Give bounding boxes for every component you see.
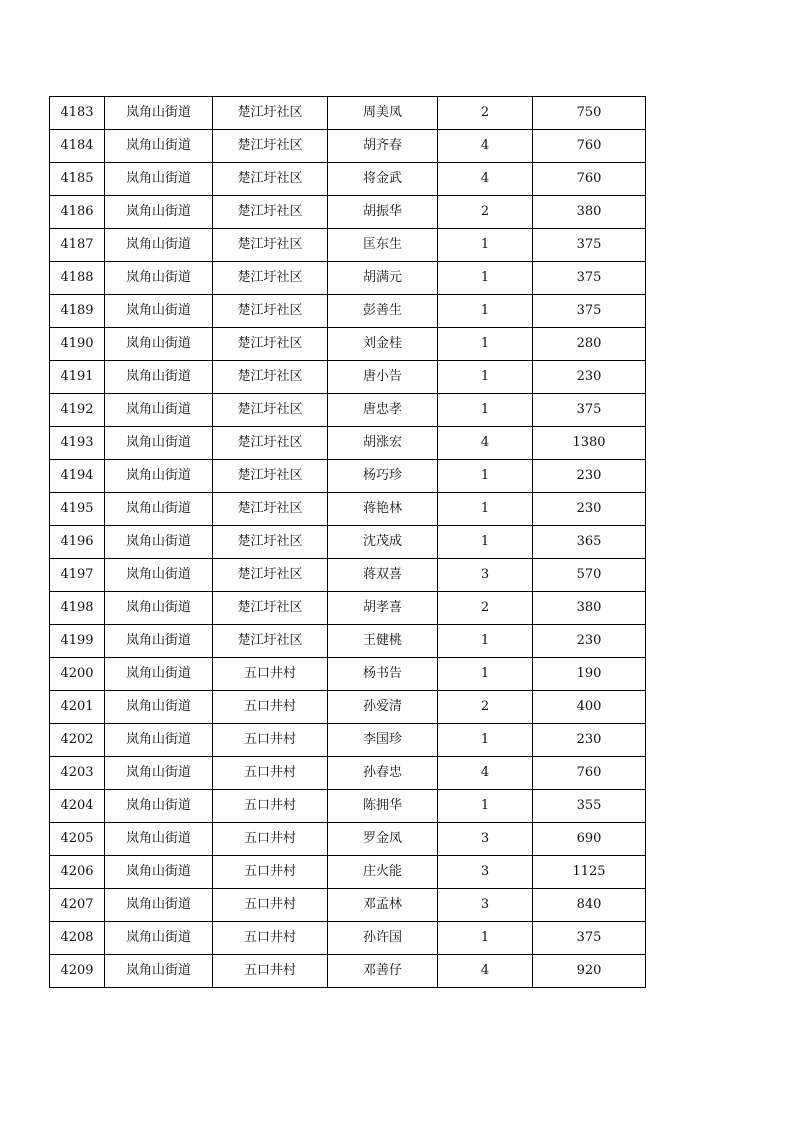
row-number-cell: 4184: [50, 130, 105, 163]
table-row: [50, 823, 646, 856]
amount-cell: 690: [533, 823, 646, 856]
household-size-cell: 1: [438, 328, 533, 361]
table-row: [50, 658, 646, 691]
row-number-cell: 4204: [50, 790, 105, 823]
name-cell: 庄火能: [328, 856, 438, 889]
row-number-cell: 4187: [50, 229, 105, 262]
community-cell: 五口井村: [213, 757, 328, 790]
amount-cell: 750: [533, 97, 646, 130]
row-number-cell: 4190: [50, 328, 105, 361]
name-cell: 孙爱清: [328, 691, 438, 724]
table-row: [50, 526, 646, 559]
row-number-cell: 4196: [50, 526, 105, 559]
name-cell: 王健桃: [328, 625, 438, 658]
subdistrict-cell: 岚角山街道: [105, 691, 213, 724]
subdistrict-cell: 岚角山街道: [105, 823, 213, 856]
community-cell: 五口井村: [213, 922, 328, 955]
subdistrict-cell: 岚角山街道: [105, 460, 213, 493]
row-number-cell: 4205: [50, 823, 105, 856]
table-row: [50, 394, 646, 427]
community-cell: 楚江圩社区: [213, 295, 328, 328]
community-cell: 楚江圩社区: [213, 559, 328, 592]
table-row: [50, 97, 646, 130]
community-cell: 五口井村: [213, 691, 328, 724]
community-cell: 楚江圩社区: [213, 328, 328, 361]
community-cell: 楚江圩社区: [213, 394, 328, 427]
name-cell: 邓孟林: [328, 889, 438, 922]
amount-cell: 400: [533, 691, 646, 724]
community-cell: 五口井村: [213, 955, 328, 988]
community-cell: 楚江圩社区: [213, 196, 328, 229]
name-cell: 沈茂成: [328, 526, 438, 559]
subdistrict-cell: 岚角山街道: [105, 328, 213, 361]
row-number-cell: 4200: [50, 658, 105, 691]
row-number-cell: 4206: [50, 856, 105, 889]
subdistrict-cell: 岚角山街道: [105, 130, 213, 163]
amount-cell: 1380: [533, 427, 646, 460]
name-cell: 胡齐春: [328, 130, 438, 163]
subdistrict-cell: 岚角山街道: [105, 559, 213, 592]
table-row: [50, 592, 646, 625]
amount-cell: 840: [533, 889, 646, 922]
household-size-cell: 1: [438, 262, 533, 295]
row-number-cell: 4201: [50, 691, 105, 724]
amount-cell: 920: [533, 955, 646, 988]
household-size-cell: 1: [438, 460, 533, 493]
name-cell: 罗金凤: [328, 823, 438, 856]
subdistrict-cell: 岚角山街道: [105, 955, 213, 988]
row-number-cell: 4191: [50, 361, 105, 394]
amount-cell: 375: [533, 394, 646, 427]
subdistrict-cell: 岚角山街道: [105, 97, 213, 130]
community-cell: 五口井村: [213, 856, 328, 889]
community-cell: 楚江圩社区: [213, 163, 328, 196]
amount-cell: 375: [533, 922, 646, 955]
community-cell: 五口井村: [213, 724, 328, 757]
amount-cell: 280: [533, 328, 646, 361]
amount-cell: 375: [533, 229, 646, 262]
community-cell: 楚江圩社区: [213, 526, 328, 559]
subdistrict-cell: 岚角山街道: [105, 724, 213, 757]
table-row: [50, 328, 646, 361]
name-cell: 唐忠孝: [328, 394, 438, 427]
community-cell: 五口井村: [213, 823, 328, 856]
household-size-cell: 2: [438, 691, 533, 724]
table-row: [50, 361, 646, 394]
subdistrict-cell: 岚角山街道: [105, 526, 213, 559]
household-size-cell: 4: [438, 130, 533, 163]
amount-cell: 760: [533, 163, 646, 196]
household-size-cell: 1: [438, 625, 533, 658]
amount-cell: 760: [533, 757, 646, 790]
subdistrict-cell: 岚角山街道: [105, 163, 213, 196]
subdistrict-cell: 岚角山街道: [105, 427, 213, 460]
household-size-cell: 4: [438, 163, 533, 196]
subdistrict-cell: 岚角山街道: [105, 592, 213, 625]
community-cell: 五口井村: [213, 658, 328, 691]
subdistrict-cell: 岚角山街道: [105, 262, 213, 295]
row-number-cell: 4203: [50, 757, 105, 790]
household-size-cell: 1: [438, 526, 533, 559]
table-row: [50, 790, 646, 823]
row-number-cell: 4188: [50, 262, 105, 295]
household-size-cell: 1: [438, 922, 533, 955]
amount-cell: 375: [533, 295, 646, 328]
table-row: [50, 955, 646, 988]
amount-cell: 230: [533, 625, 646, 658]
subdistrict-cell: 岚角山街道: [105, 658, 213, 691]
row-number-cell: 4198: [50, 592, 105, 625]
name-cell: 李国珍: [328, 724, 438, 757]
row-number-cell: 4199: [50, 625, 105, 658]
community-cell: 楚江圩社区: [213, 427, 328, 460]
table-row: [50, 130, 646, 163]
row-number-cell: 4208: [50, 922, 105, 955]
amount-cell: 375: [533, 262, 646, 295]
table-row: [50, 229, 646, 262]
table-row: [50, 922, 646, 955]
subdistrict-cell: 岚角山街道: [105, 394, 213, 427]
amount-cell: 230: [533, 361, 646, 394]
name-cell: 陈拥华: [328, 790, 438, 823]
community-cell: 楚江圩社区: [213, 493, 328, 526]
table-row: [50, 724, 646, 757]
amount-cell: 570: [533, 559, 646, 592]
name-cell: 杨书告: [328, 658, 438, 691]
subdistrict-cell: 岚角山街道: [105, 790, 213, 823]
subdistrict-cell: 岚角山街道: [105, 757, 213, 790]
household-size-cell: 3: [438, 889, 533, 922]
household-size-cell: 2: [438, 592, 533, 625]
row-number-cell: 4194: [50, 460, 105, 493]
household-size-cell: 1: [438, 493, 533, 526]
community-cell: 楚江圩社区: [213, 592, 328, 625]
name-cell: 邓善仔: [328, 955, 438, 988]
name-cell: 胡孝喜: [328, 592, 438, 625]
community-cell: 五口井村: [213, 889, 328, 922]
community-cell: 楚江圩社区: [213, 361, 328, 394]
row-number-cell: 4192: [50, 394, 105, 427]
subdistrict-cell: 岚角山街道: [105, 361, 213, 394]
household-size-cell: 1: [438, 658, 533, 691]
table-row: [50, 427, 646, 460]
row-number-cell: 4183: [50, 97, 105, 130]
amount-cell: 760: [533, 130, 646, 163]
name-cell: 胡满元: [328, 262, 438, 295]
table-row: [50, 625, 646, 658]
community-cell: 楚江圩社区: [213, 229, 328, 262]
table-row: [50, 559, 646, 592]
household-size-cell: 1: [438, 295, 533, 328]
household-size-cell: 2: [438, 196, 533, 229]
table-row: [50, 295, 646, 328]
subdistrict-cell: 岚角山街道: [105, 856, 213, 889]
table-row: [50, 493, 646, 526]
row-number-cell: 4209: [50, 955, 105, 988]
name-cell: 匡东生: [328, 229, 438, 262]
name-cell: 孙春忠: [328, 757, 438, 790]
name-cell: 彭善生: [328, 295, 438, 328]
household-size-cell: 3: [438, 856, 533, 889]
amount-cell: 365: [533, 526, 646, 559]
amount-cell: 230: [533, 460, 646, 493]
table-row: [50, 460, 646, 493]
community-cell: 楚江圩社区: [213, 262, 328, 295]
amount-cell: 230: [533, 724, 646, 757]
amount-cell: 380: [533, 196, 646, 229]
subdistrict-cell: 岚角山街道: [105, 295, 213, 328]
table-row: [50, 691, 646, 724]
household-size-cell: 3: [438, 559, 533, 592]
subdistrict-cell: 岚角山街道: [105, 229, 213, 262]
household-size-cell: 4: [438, 427, 533, 460]
household-size-cell: 4: [438, 955, 533, 988]
name-cell: 胡涨宏: [328, 427, 438, 460]
name-cell: 唐小告: [328, 361, 438, 394]
name-cell: 蒋艳林: [328, 493, 438, 526]
name-cell: 刘金桂: [328, 328, 438, 361]
table-row: [50, 196, 646, 229]
household-size-cell: 4: [438, 757, 533, 790]
table-body: [50, 97, 646, 988]
row-number-cell: 4185: [50, 163, 105, 196]
subdistrict-cell: 岚角山街道: [105, 625, 213, 658]
subdistrict-cell: 岚角山街道: [105, 922, 213, 955]
row-number-cell: 4193: [50, 427, 105, 460]
table-row: [50, 262, 646, 295]
community-cell: 五口井村: [213, 790, 328, 823]
amount-cell: 380: [533, 592, 646, 625]
subdistrict-cell: 岚角山街道: [105, 493, 213, 526]
subdistrict-cell: 岚角山街道: [105, 196, 213, 229]
row-number-cell: 4207: [50, 889, 105, 922]
household-size-cell: 2: [438, 97, 533, 130]
table-row: [50, 856, 646, 889]
name-cell: 杨巧珍: [328, 460, 438, 493]
amount-cell: 355: [533, 790, 646, 823]
data-table: [49, 96, 646, 988]
row-number-cell: 4197: [50, 559, 105, 592]
community-cell: 楚江圩社区: [213, 97, 328, 130]
table-row: [50, 889, 646, 922]
row-number-cell: 4195: [50, 493, 105, 526]
row-number-cell: 4186: [50, 196, 105, 229]
name-cell: 周美凤: [328, 97, 438, 130]
household-size-cell: 1: [438, 229, 533, 262]
table-row: [50, 757, 646, 790]
household-size-cell: 1: [438, 361, 533, 394]
amount-cell: 230: [533, 493, 646, 526]
name-cell: 将金武: [328, 163, 438, 196]
household-size-cell: 1: [438, 724, 533, 757]
name-cell: 蒋双喜: [328, 559, 438, 592]
community-cell: 楚江圩社区: [213, 130, 328, 163]
table-row: [50, 163, 646, 196]
community-cell: 楚江圩社区: [213, 460, 328, 493]
subdistrict-cell: 岚角山街道: [105, 889, 213, 922]
name-cell: 孙许国: [328, 922, 438, 955]
household-size-cell: 1: [438, 394, 533, 427]
row-number-cell: 4202: [50, 724, 105, 757]
name-cell: 胡振华: [328, 196, 438, 229]
amount-cell: 190: [533, 658, 646, 691]
amount-cell: 1125: [533, 856, 646, 889]
row-number-cell: 4189: [50, 295, 105, 328]
community-cell: 楚江圩社区: [213, 625, 328, 658]
household-size-cell: 1: [438, 790, 533, 823]
household-size-cell: 3: [438, 823, 533, 856]
